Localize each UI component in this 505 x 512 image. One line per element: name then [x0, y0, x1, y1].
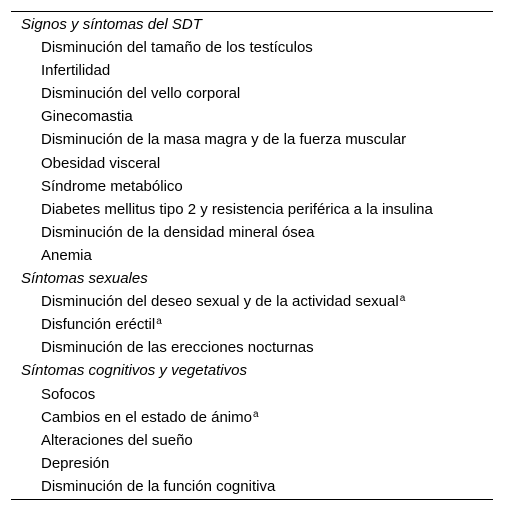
section-heading: Síntomas sexuales — [21, 270, 148, 288]
list-item: Disminución del vello corporal — [41, 85, 241, 103]
list-item: Sofocos — [41, 385, 96, 403]
list-item: Disminución de la función cognitiva — [41, 477, 276, 495]
list-item: Anemia — [41, 246, 92, 264]
section-heading: Signos y síntomas del SDT — [21, 16, 202, 33]
list-item: Depresión — [41, 454, 110, 472]
footnote-marker: a — [156, 316, 162, 328]
list-item: Disminución de la masa magra y de la fuerza muscular — [41, 131, 407, 149]
list-item: Obesidad visceral — [41, 154, 161, 172]
footnote-marker: a — [252, 408, 259, 420]
list-item: Disminución del deseo sexual y de la actividad sexual$^a$ — [41, 293, 406, 311]
list-item: Diabetes mellitus tipo 2 y resistencia periférica a la insulina — [41, 200, 433, 218]
section-heading: Síntomas cognitivos y vegetativos — [21, 362, 247, 380]
symptoms-table — [11, 11, 493, 500]
list-item: Síndrome metabólico — [41, 177, 183, 195]
list-item: Alteraciones del sueño — [41, 431, 193, 449]
list-item: Disfunción eréctil$^a$ — [41, 316, 162, 334]
footnote-marker: a — [399, 293, 406, 305]
list-item: Infertilidad — [41, 62, 111, 80]
list-item: Disminución de la densidad mineral ósea — [41, 223, 315, 241]
list-item: Cambios en el estado de ánimo$^a$ — [41, 408, 259, 426]
list-item: Disminución de las erecciones nocturnas — [41, 339, 314, 357]
list-item: Ginecomastia — [41, 108, 133, 126]
list-item: Disminución del tamaño de los testículos — [41, 39, 313, 57]
